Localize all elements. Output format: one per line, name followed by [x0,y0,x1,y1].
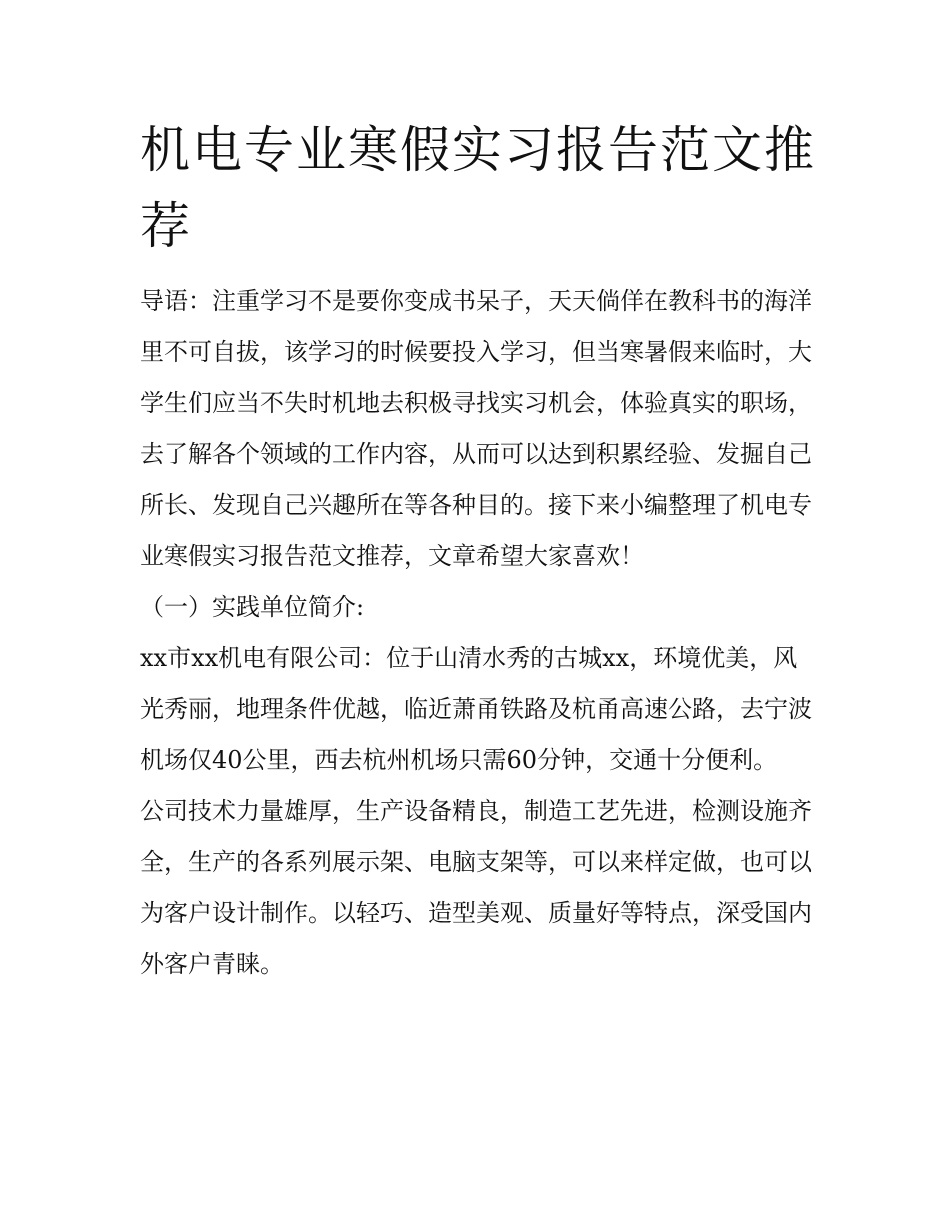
paragraph-intro: 导语：注重学习不是要你变成书呆子，天天倘佯在教科书的海洋里不可自拔，该学习的时候要投入学习，但当寒暑假来临时，大学生们应当不失时机地去积极寻找实习机会，体验真实的职场，去了解各个领域的工作内容，从而可以达到积累经验、发掘自己所长、发现自己兴趣所在等各种目的。接下来小编整理了机电专业寒假实习报告范文推荐，文章希望大家喜欢！ [140,287,812,570]
paragraph-company-location: xx市xx机电有限公司：位于山清水秀的古城xx，环境优美，风光秀丽，地理条件优越，临近萧甬铁路及杭甬高速公路，去宁波机场仅40公里，西去杭州机场只需60分钟，交通十分便利。 [140,644,812,774]
document-body [140,276,820,990]
paragraph-section-heading: （一）实践单位简介: [140,593,365,621]
paragraph-company-strength: 公司技术力量雄厚，生产设备精良，制造工艺先进，检测设施齐全，生产的各系列展示架、电脑支架等，可以来样定做，也可以为客户设计制作。以轻巧、造型美观、质量好等特点，深受国内外客户青睐。 [140,797,812,978]
document-title: 机电专业寒假实习报告范文推荐 [140,121,816,255]
